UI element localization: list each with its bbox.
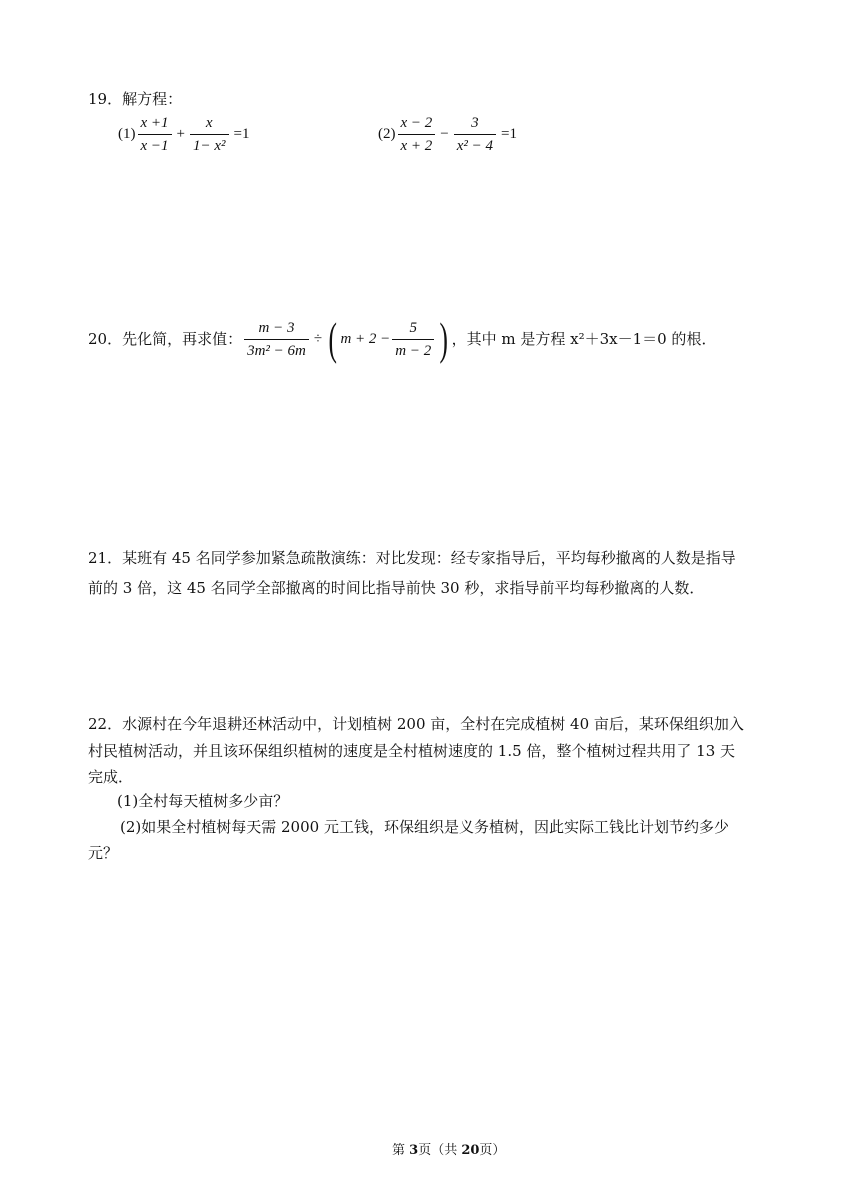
denominator: 1− x² — [193, 138, 226, 154]
part-label: (2) — [378, 126, 396, 142]
fraction — [190, 114, 229, 155]
question-22-sub-1: (1)全村每天植树多少亩？ — [117, 792, 289, 810]
total-pages: 20 — [461, 1143, 480, 1158]
right-paren: ) — [439, 313, 449, 364]
question-19-title: 19．解方程： — [88, 90, 183, 108]
footer-mid: 页（共 — [418, 1143, 462, 1158]
footer-prefix: 第 — [392, 1143, 410, 1158]
question-21-line-2: 前的 3 倍，这 45 名同学全部撤离的时间比指导前快 30 秒，求指导前平均每秒撤离的人数． — [88, 579, 705, 597]
question-20-suffix: ，其中 m 是方程 x²＋3x－1＝0 的根． — [451, 330, 717, 348]
left-paren: ( — [328, 313, 338, 364]
inner-expression: m + 2 − — [340, 330, 391, 347]
equals-rhs: =1 — [501, 126, 517, 142]
question-22-sub-2-line-1: (2)如果全村植树每天需 2000 元工钱，环保组织是义务植树，因此实际工钱比计划节约多少 — [120, 818, 729, 836]
page-footer — [392, 1139, 505, 1158]
fraction — [244, 319, 309, 360]
question-20-prefix: 20．先化简，再求值： — [88, 330, 243, 348]
fraction — [398, 114, 436, 155]
question-20 — [88, 313, 717, 364]
denominator: m − 2 — [395, 342, 432, 359]
numerator: x +1 — [138, 114, 172, 135]
question-19-equation-1 — [118, 114, 253, 155]
question-22-line-2: 村民植树活动，并且该环保组织植树的速度是全村植树速度的 1.5 倍，整个植树过程共用了 13 天 — [88, 742, 736, 760]
equals-rhs: =1 — [233, 126, 250, 142]
part-label: (1) — [118, 126, 136, 142]
numerator: 5 — [392, 319, 434, 340]
operator: + — [176, 126, 185, 142]
fraction — [392, 319, 434, 360]
denominator: x −1 — [140, 138, 169, 154]
denominator: x² − 4 — [456, 138, 494, 154]
numerator: m − 3 — [244, 319, 309, 340]
fraction — [138, 114, 172, 155]
operator: − — [440, 126, 449, 142]
numerator: x — [190, 114, 229, 135]
question-22-line-3: 完成． — [88, 768, 134, 786]
fraction — [454, 114, 496, 155]
question-21-line-1: 21．某班有 45 名同学参加紧急疏散演练：对比发现：经专家指导后，平均每秒撤离的人数是指导 — [88, 549, 736, 567]
question-19-equation-2 — [378, 114, 520, 155]
question-22-sub-2-line-2: 元？ — [88, 844, 119, 862]
question-22-line-1: 22．水源村在今年退耕还林活动中，计划植树 200 亩，全村在完成植树 40 亩后，某环保组织加入 — [88, 715, 744, 733]
numerator: 3 — [454, 114, 496, 135]
denominator: 3m² − 6m — [247, 342, 306, 359]
page-number: 3 — [409, 1143, 419, 1158]
denominator: x + 2 — [400, 138, 433, 154]
divide-operator: ÷ — [313, 330, 323, 347]
footer-suffix: 页） — [479, 1143, 506, 1158]
numerator: x − 2 — [398, 114, 436, 135]
